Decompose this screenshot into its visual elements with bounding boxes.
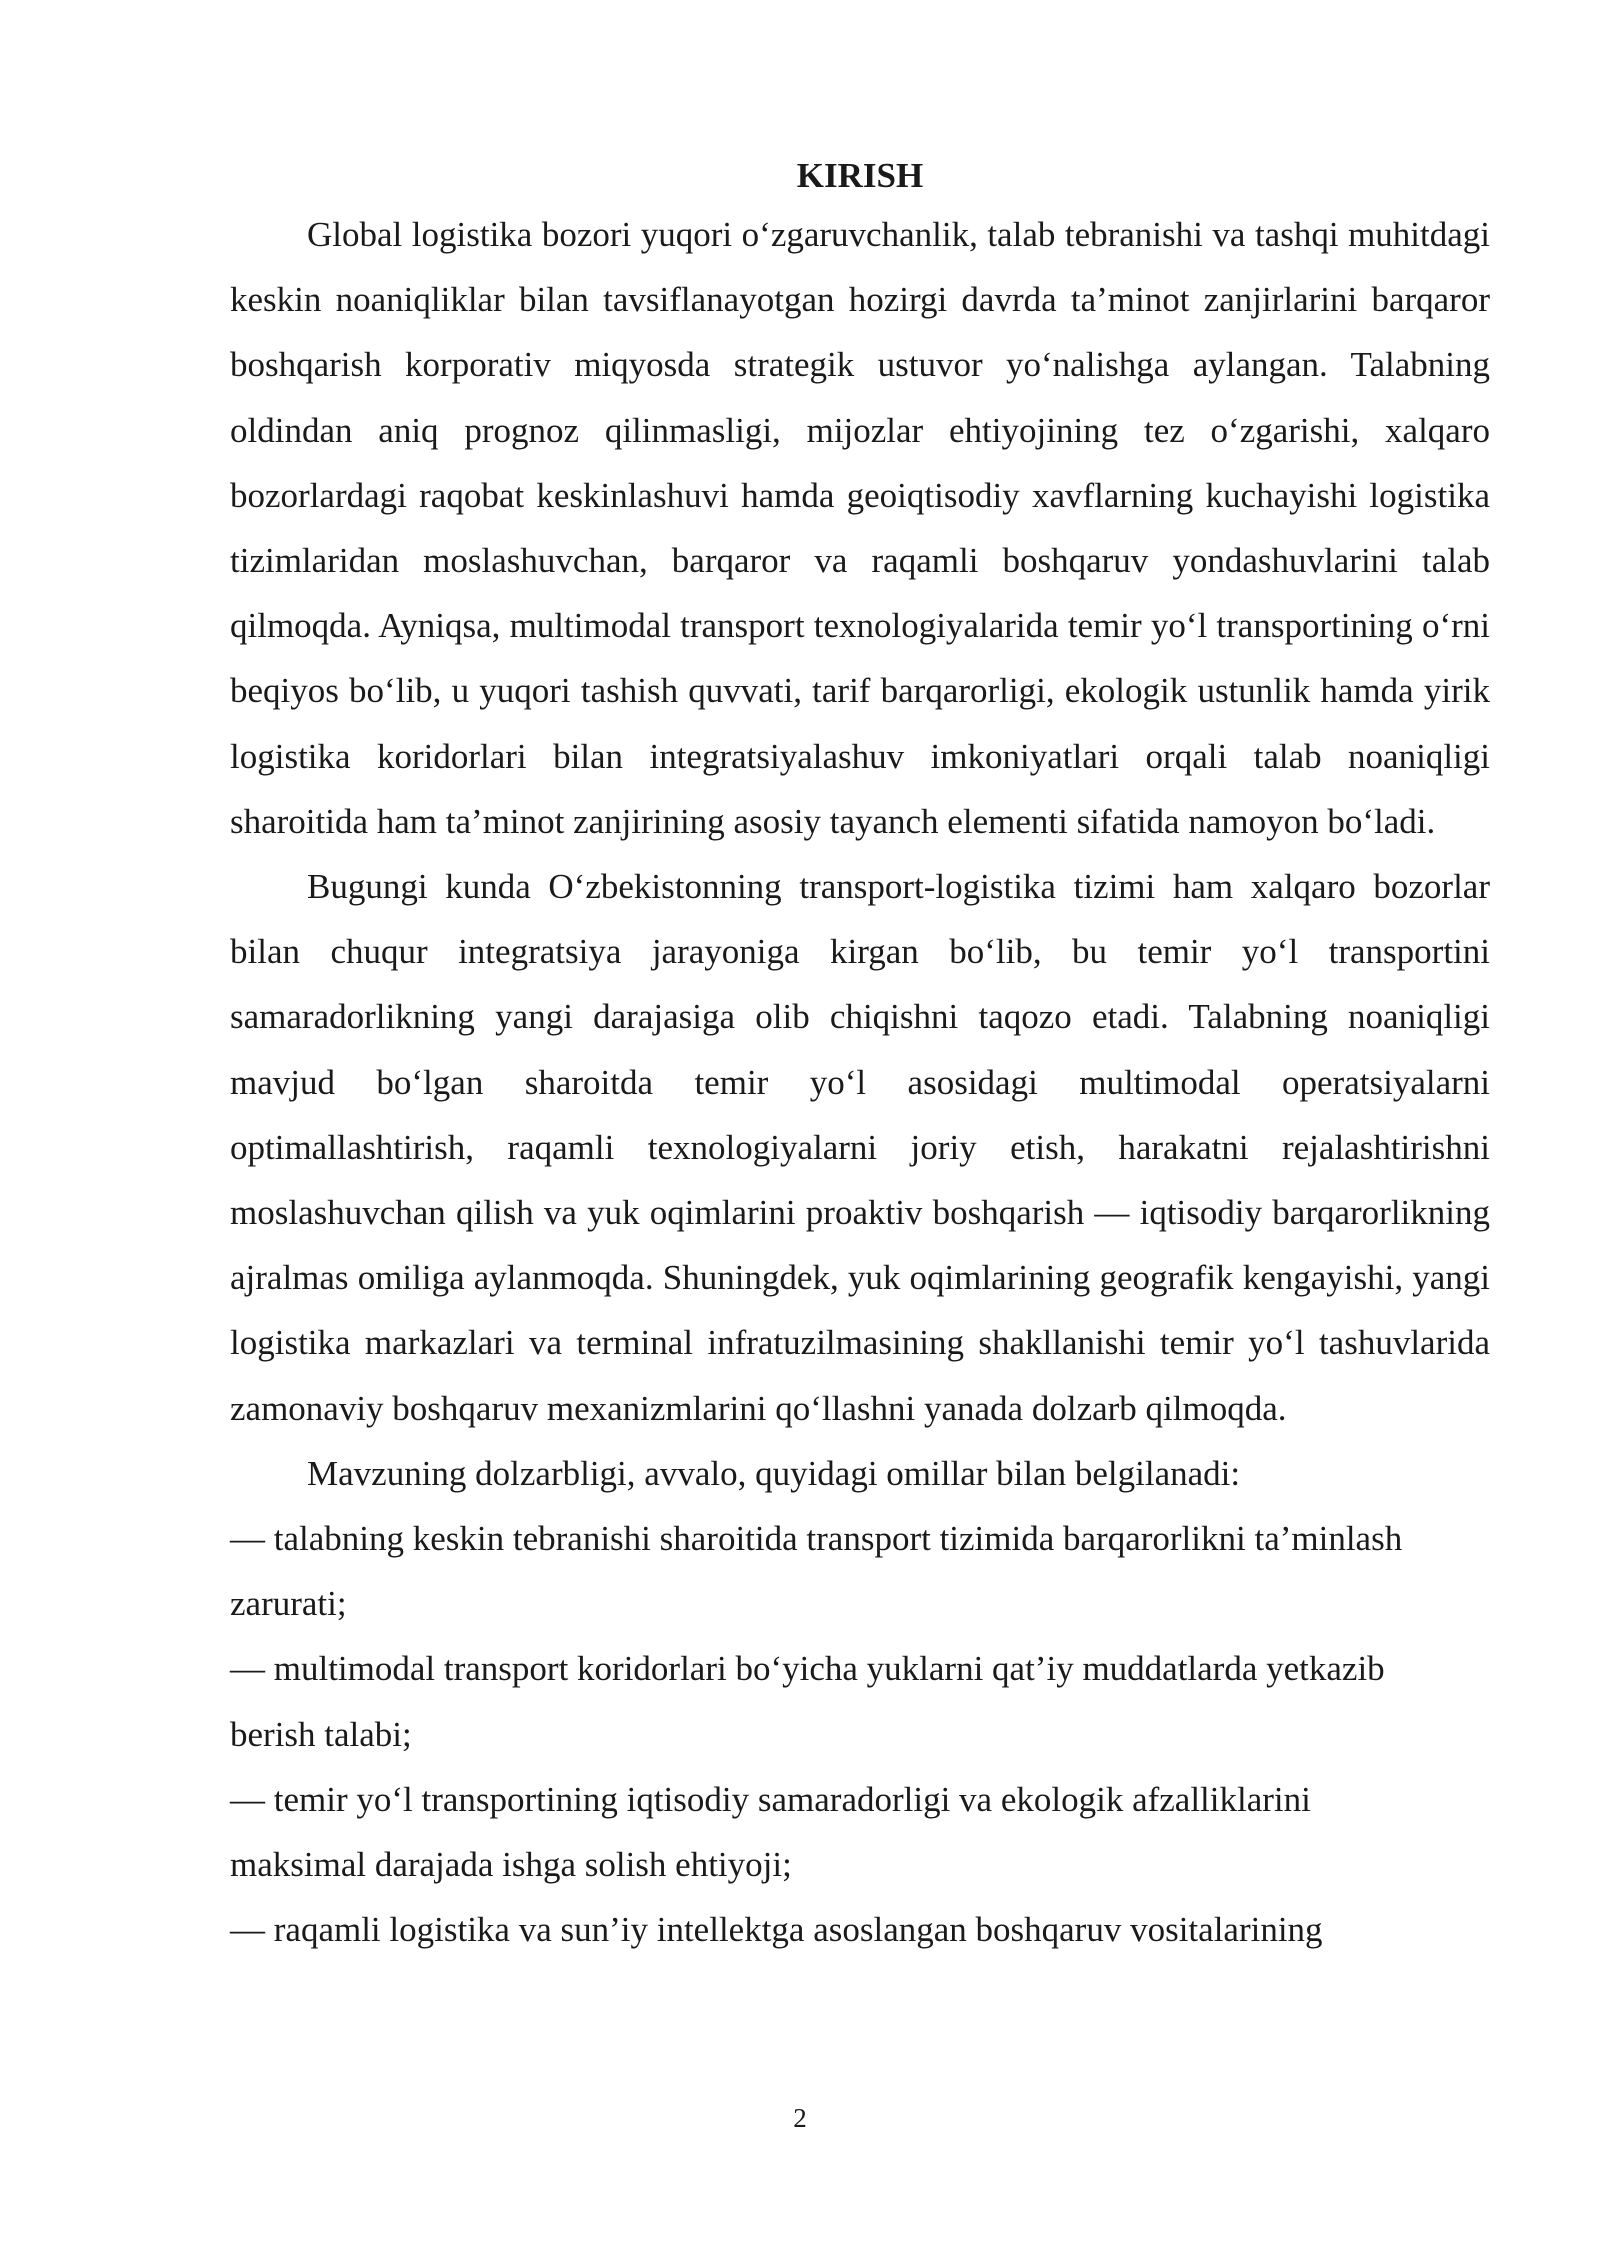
list-intro: Mavzuning dolzarbligi, avvalo, quyidagi omillar bilan belgilanadi:	[307, 1453, 1241, 1493]
page-number: 2	[793, 2103, 807, 2133]
paragraph-1: Global logistika bozori yuqori o‘zgaruvchanlik, talab tebranishi va tashqi muhitdagi keskin noaniqliklar bilan tavsiflanayotgan hozirgi davrda ta’minot zanjirlarini barqaror boshqarish korporativ miqyosda strategik ustuvor yo‘nalishga aylangan. Talabning oldindan aniq prognoz qilinmasligi, mijozlar ehtiyojining tez o‘zgarishi, xalqaro bozorlardagi raqobat keskinlashuvi hamda geoiqtisodiy xavflarning kuchayishi logistika tizimlaridan moslashuvchan, barqaror va raqamli boshqaruv yondashuvlarini talab qilmoqda. Ayniqsa, multimodal transport texnologiyalarida temir yo‘l transportining o‘rni beqiyos bo‘lib, u yuqori tashish quvvati, tarif barqarorligi, ekologik ustunlik hamda yirik logistika koridorlari bilan integratsiyalashuv imkoniyatlari orqali talab noaniqligi sharoitida ham ta’minot zanjirining asosiy tayanch elementi sifatida namoyon bo‘ladi.	[230, 215, 1490, 841]
relevance-list	[230, 1506, 1490, 1962]
list-item: — temir yo‘l transportining iqtisodiy samaradorligi va ekologik afzalliklarini maksimal darajada ishga solish ehtiyoji;	[230, 1779, 1311, 1885]
list-item: — multimodal transport koridorlari bo‘yicha yuklarni qat’iy muddatlarda yetkazib berish talabi;	[230, 1649, 1385, 1754]
section-heading: KIRISH	[796, 156, 924, 195]
document-page	[230, 150, 1490, 1962]
list-item: — raqamli logistika va sun’iy intellektga asoslangan boshqaruv vositalarining	[230, 1910, 1323, 1950]
list-item: — talabning keskin tebranishi sharoitida transport tizimida barqarorlikni ta’minlash zarurati;	[230, 1519, 1403, 1624]
paragraph-2: Bugungi kunda O‘zbekistonning transport-logistika tizimi ham xalqaro bozorlar bilan chuqur integratsiya jarayoniga kirgan bo‘lib, bu temir yo‘l transportini samaradorlikning yangi darajasiga olib chiqishni taqozo etadi. Talabning noaniqligi mavjud bo‘lgan sharoitda temir yo‘l asosidagi multimodal operatsiyalarni optimallashtirish, raqamli texnologiyalarni joriy etish, harakatni rejalashtirishni moslashuvchan qilish va yuk oqimlarini proaktiv boshqarish — iqtisodiy barqarorlikning ajralmas omiliga aylanmoqda. Shuningdek, yuk oqimlarining geografik kengayishi, yangi logistika markazlari va terminal infratuzilmasining shakllanishi temir yo‘l tashuvlarida zamonaviy boshqaruv mexanizmlarini qo‘llashni yanada dolzarb qilmoqda.	[230, 867, 1490, 1428]
